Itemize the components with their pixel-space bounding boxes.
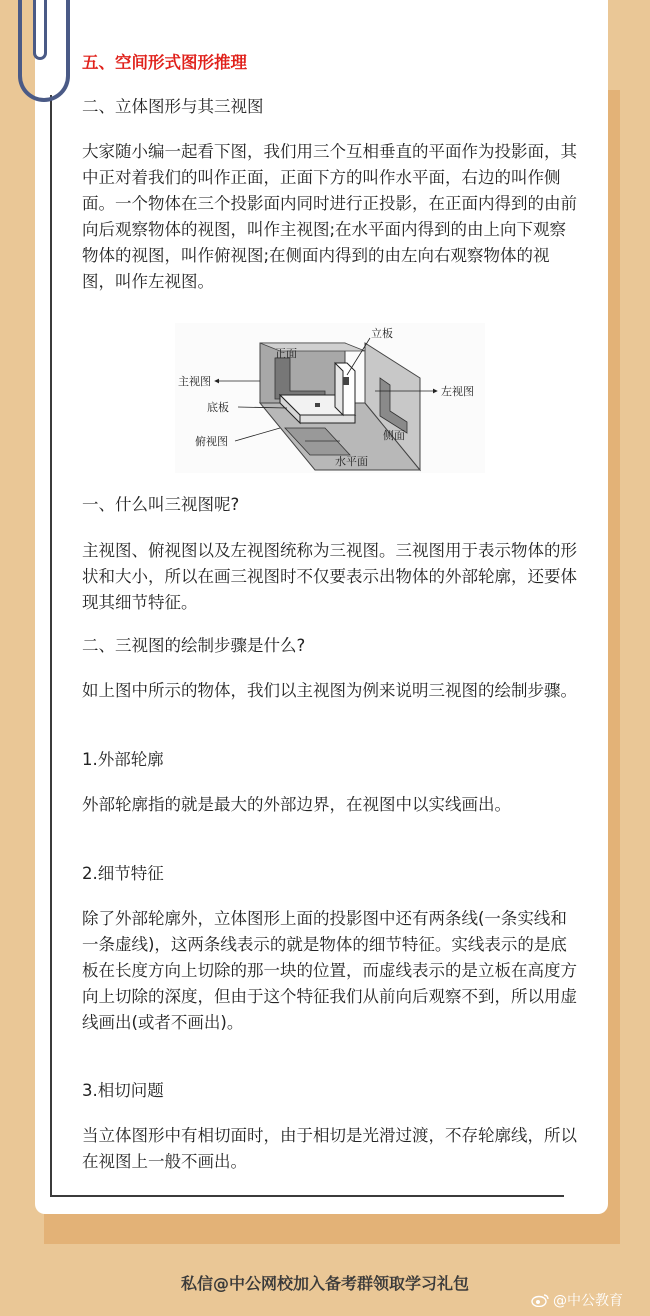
decorative-panel-bottom bbox=[44, 1212, 620, 1244]
section-title: 五、空间形式图形推理 bbox=[82, 53, 247, 72]
label-horizontal: 水平面 bbox=[335, 455, 368, 468]
label-top-view: 俯视图 bbox=[195, 435, 228, 448]
step3-heading: 3.相切问题 bbox=[82, 1081, 164, 1100]
q2-paragraph: 如上图中所示的物体，我们以主视图为例来说明三视图的绘制步骤。 bbox=[82, 681, 577, 700]
label-side: 侧面 bbox=[383, 429, 405, 442]
three-view-diagram bbox=[175, 323, 485, 473]
three-view-diagram-svg bbox=[175, 323, 485, 473]
step1-heading: 1.外部轮廓 bbox=[82, 750, 164, 769]
label-main-view: 主视图 bbox=[178, 375, 211, 388]
footer-promo-text: 私信@中公网校加入备考群领取学习礼包 bbox=[180, 1274, 469, 1293]
q1-paragraph: 主视图、俯视图以及左视图统称为三视图。三视图用于表示物体的形状和大小，所以在画三视图时不仅要表示出物体的外部轮廓，还要体现其细节特征。 bbox=[82, 541, 577, 612]
q1-heading: 一、什么叫三视图呢? bbox=[82, 495, 240, 514]
frame-line-left bbox=[50, 95, 52, 1195]
label-front: 正面 bbox=[275, 347, 297, 360]
watermark bbox=[531, 1290, 623, 1310]
watermark-text: @中公教育 bbox=[553, 1293, 623, 1309]
riser-notch bbox=[343, 377, 349, 385]
subtitle: 二、立体图形与其三视图 bbox=[82, 97, 264, 116]
top-view-leader bbox=[235, 428, 280, 441]
step2-paragraph: 除了外部轮廓外，立体图形上面的投影图中还有两条线(一条实线和一条虚线)，这两条线表示的就是物体的细节特征。实线表示的是底板在长度方向上切除的那一块的位置，而虚线表示的是立板在高度方向上切除的深度，但由于这个特征我们从前向后观察不到，所以用虚线画出(或者不画出)。 bbox=[82, 909, 577, 1032]
step3-paragraph: 当立体图形中有相切面时，由于相切是光滑过渡，不存轮廓线，所以在视图上一般不画出。 bbox=[82, 1126, 577, 1171]
label-riser: 立板 bbox=[371, 327, 393, 340]
step2-heading: 2.细节特征 bbox=[82, 864, 164, 883]
label-base: 底板 bbox=[207, 401, 229, 414]
frame-line-bottom bbox=[50, 1195, 564, 1197]
weibo-icon bbox=[531, 1293, 549, 1307]
step1-paragraph: 外部轮廓指的就是最大的外部边界，在视图中以实线画出。 bbox=[82, 795, 511, 814]
q2-heading: 二、三视图的绘制步骤是什么? bbox=[82, 636, 306, 655]
paperclip-inner-icon bbox=[33, 0, 47, 60]
label-left-view: 左视图 bbox=[441, 385, 474, 398]
intro-paragraph: 大家随小编一起看下图，我们用三个互相垂直的平面作为投影面，其中正对着我们的叫作正面，正面下方的叫作水平面，右边的叫作侧面。一个物体在三个投影面内同时进行正投影，在正面内得到的由前向后观察物体的视图，叫作主视图;在水平面内得到的由上向下观察物体的视图，叫作俯视图;在侧面内得到的由左向右观察物体的视图，叫作左视图。 bbox=[82, 142, 577, 291]
